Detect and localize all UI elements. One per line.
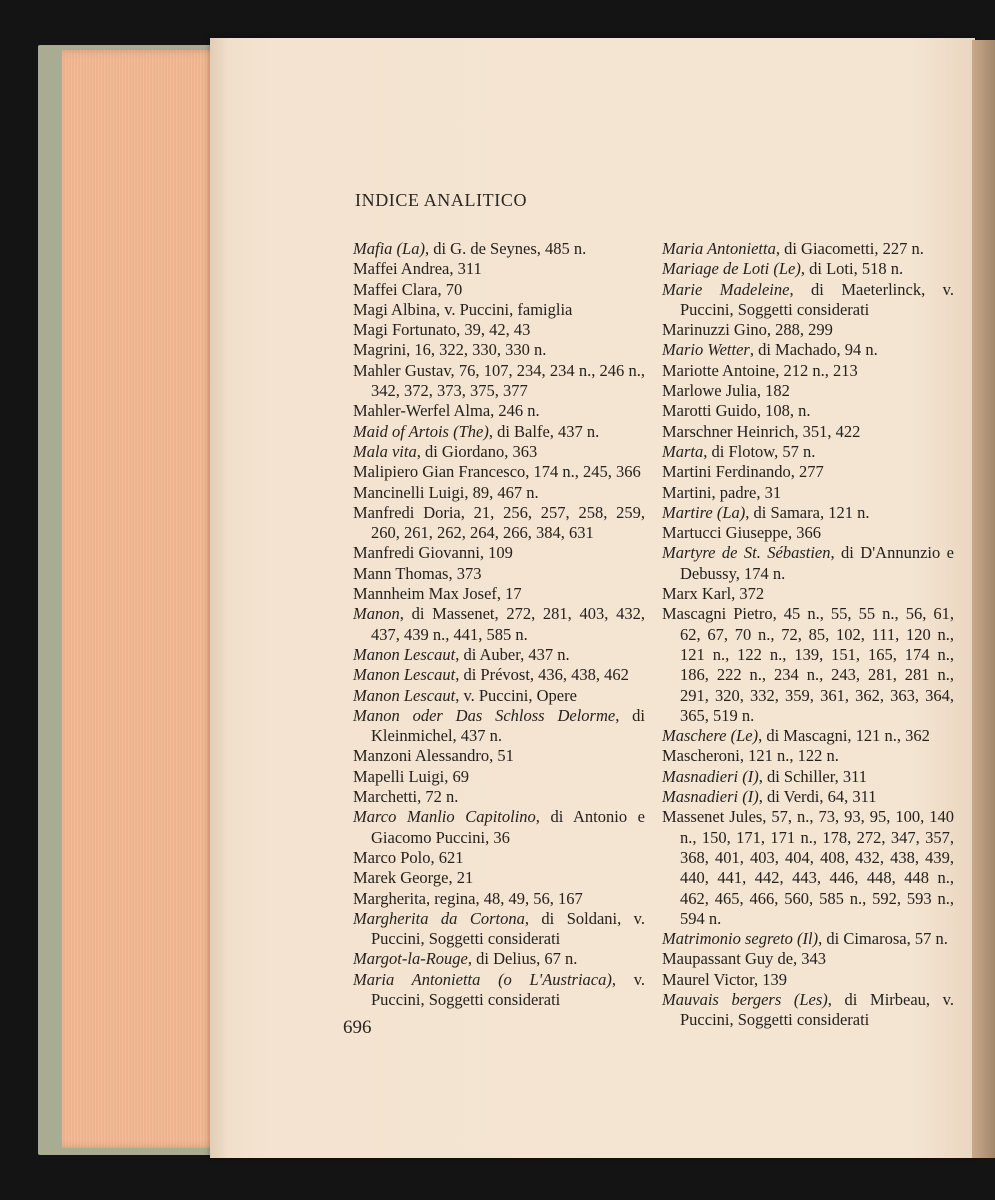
index-entry-text: , di Samara, 121 n. (745, 502, 870, 522)
index-entry-text: Marco Polo, 621 (353, 847, 464, 867)
index-entry-text: , di Cimarosa, 57 n. (818, 929, 948, 949)
index-entry-text: Marschner Heinrich, 351, 422 (662, 421, 861, 441)
index-entry (662, 746, 954, 766)
index-entry-text: Mannheim Max Josef, 17 (353, 584, 522, 604)
index-entry (662, 462, 954, 482)
index-entry-text: , di Delius, 67 n. (467, 949, 578, 969)
index-entry-text: , di D'Annunzio e Debussy, 174 n. (680, 543, 954, 583)
book-gutter (972, 40, 995, 1158)
index-column-left (353, 239, 645, 1010)
index-entry (662, 259, 954, 279)
index-entry-text: , di Soldani, v. Puccini, Soggetti considerati (371, 908, 645, 949)
index-entry (353, 909, 645, 950)
index-entry-text: Massenet Jules, 57, n., 73, 93, 95, 100, 140 n., 150, 171, 171 n., 178, 272, 347, 357, 368, 401, 403, 404, 408, 432, 438, 439, 440, 441, 442, 443, 446, 448, 448 n., 462, 465, 466, 560, 585 n., 592, 593 n., 594 n. (662, 807, 954, 928)
index-entry-text: Martucci Giuseppe, 366 (662, 523, 821, 543)
index-entry (353, 442, 645, 462)
index-entry (662, 970, 954, 990)
index-entry-text: Maupassant Guy de, 343 (662, 949, 827, 969)
index-entry-text: , di Prévost, 436, 438, 462 (455, 665, 629, 685)
index-entry (353, 320, 645, 340)
index-entry (353, 848, 645, 868)
index-entry-title: Margot-la-Rouge (353, 949, 468, 969)
index-entry-text: , di Giacometti, 227 n. (775, 239, 924, 258)
index-entry-text: , di Mascagni, 121 n., 362 (758, 726, 930, 746)
index-column-right (662, 239, 954, 1031)
index-entry (662, 523, 954, 543)
index-entry-text: Mapelli Luigi, 69 (353, 766, 469, 786)
index-entry (353, 645, 645, 665)
index-entry (662, 787, 954, 807)
index-entry (662, 929, 954, 949)
index-entry (353, 665, 645, 685)
index-entry-text: Marx Karl, 372 (662, 584, 765, 604)
index-entry (353, 422, 645, 442)
index-entry-title: Marie Madeleine (662, 279, 790, 299)
index-entry-title: Manon oder Das Schloss Delorme (353, 705, 616, 725)
index-entry-text: Maurel Victor, 139 (662, 969, 787, 989)
index-entry (662, 320, 954, 340)
index-entry (353, 462, 645, 482)
index-entry-title: Martire (La) (662, 502, 746, 522)
index-entry (662, 442, 954, 462)
index-entry (662, 990, 954, 1031)
running-header: INDICE ANALITICO (355, 190, 528, 210)
index-entry-text: Marchetti, 72 n. (353, 787, 459, 807)
index-entry (353, 300, 645, 320)
index-entry-text: Marotti Guido, 108, n. (662, 401, 811, 421)
index-entry (353, 787, 645, 807)
index-entry-title: Marco Manlio Capitolino (353, 807, 536, 827)
index-entry-title: Martyre de St. Sébastien (662, 543, 831, 563)
index-entry (353, 889, 645, 909)
index-entry-text: , di Verdi, 64, 311 (758, 787, 877, 807)
index-entry (662, 401, 954, 421)
index-entry (353, 970, 645, 1011)
index-entry (662, 543, 954, 584)
index-entry-text: , di Machado, 94 n. (749, 340, 878, 360)
index-entry (353, 706, 645, 747)
index-entry-text: Mancinelli Luigi, 89, 467 n. (353, 482, 539, 502)
index-entry-title: Mala vita (353, 441, 417, 461)
index-entry-text: Mascheroni, 121 n., 122 n. (662, 746, 839, 766)
index-entry-title: Manon Lescaut (353, 665, 456, 685)
index-entry (353, 564, 645, 584)
index-entry-text: Magi Fortunato, 39, 42, 43 (353, 320, 531, 340)
index-entry-title: Maria Antonietta (662, 239, 776, 258)
index-entry-title: Mariage de Loti (Le) (662, 259, 801, 279)
index-entry-text: Margherita, regina, 48, 49, 56, 167 (353, 888, 583, 908)
index-entry (662, 767, 954, 787)
index-entry (662, 807, 954, 929)
index-entry-text: Maffei Clara, 70 (353, 279, 463, 299)
index-entry-text: , di Mirbeau, v. Puccini, Soggetti considerati (680, 989, 954, 1030)
index-entry-title: Maria Antonietta (o L'Austriaca) (353, 969, 612, 989)
index-entry-title: Maid of Artois (The) (353, 421, 489, 441)
index-entry-text: Manfredi Giovanni, 109 (353, 543, 513, 563)
index-entry-text: Magrini, 16, 322, 330, 330 n. (353, 340, 547, 360)
index-entry (662, 483, 954, 503)
index-entry-text: , di Balfe, 437 n. (488, 421, 600, 441)
index-entry (353, 503, 645, 544)
index-entry-text: Mahler Gustav, 76, 107, 234, 234 n., 246 n., 342, 372, 373, 375, 377 (353, 360, 645, 401)
index-entry-title: Manon Lescaut (353, 685, 456, 705)
index-entry (353, 949, 645, 969)
index-entry-text: Marlowe Julia, 182 (662, 381, 790, 401)
index-entry-text: , v. Puccini, Opere (455, 685, 577, 705)
index-entry-text: Manfredi Doria, 21, 256, 257, 258, 259, 260, 261, 262, 264, 266, 384, 631 (353, 502, 645, 543)
index-entry-text: , di Maeterlinck, v. Puccini, Soggetti considerati (680, 279, 954, 319)
index-entry (353, 401, 645, 421)
page-edges (62, 50, 222, 1148)
index-entry-text: Martini Ferdinando, 277 (662, 462, 824, 482)
index-entry (662, 726, 954, 746)
page-number: 696 (343, 1017, 372, 1038)
index-entry-text: Manzoni Alessandro, 51 (353, 746, 514, 766)
index-entry (662, 340, 954, 360)
index-entry-title: Manon Lescaut (353, 644, 456, 664)
index-entry-text: , di Auber, 437 n. (455, 644, 570, 664)
index-entry (353, 361, 645, 402)
index-entry (662, 584, 954, 604)
index-entry (353, 259, 645, 279)
index-entry-title: Masnadieri (I) (662, 787, 759, 807)
index-entry-title: Mauvais bergers (Les) (662, 989, 828, 1009)
index-entry (353, 807, 645, 848)
index-entry-text: Marinuzzi Gino, 288, 299 (662, 320, 833, 340)
index-entry (353, 543, 645, 563)
index-entry (662, 422, 954, 442)
index-entry (662, 361, 954, 381)
index-entry (662, 381, 954, 401)
index-entry (353, 868, 645, 888)
index-entry-text: , di Antonio e Giacomo Puccini, 36 (371, 807, 645, 847)
index-entry (353, 340, 645, 360)
index-entry-title: Matrimonio segreto (Il) (662, 929, 819, 949)
index-entry-title: Manon (353, 604, 400, 624)
index-entry (662, 604, 954, 726)
index-entry (662, 949, 954, 969)
index-entry-text: Mariotte Antoine, 212 n., 213 (662, 360, 858, 380)
index-entry (353, 686, 645, 706)
index-entry-text: , v. Puccini, Soggetti considerati (371, 969, 645, 1009)
index-entry (353, 584, 645, 604)
index-entry-text: Mann Thomas, 373 (353, 563, 482, 583)
index-entry (662, 280, 954, 321)
index-entry-text: , di Flotow, 57 n. (703, 441, 816, 461)
index-entry (662, 239, 954, 259)
index-entry-text: , di Kleinmichel, 437 n. (371, 705, 645, 746)
index-entry-title: Margherita da Cortona (353, 908, 525, 928)
index-entry (353, 746, 645, 766)
index-entry (353, 280, 645, 300)
index-entry-title: Marta (662, 441, 704, 461)
index-entry-text: Maffei Andrea, 311 (353, 259, 482, 279)
index-entry-text: Malipiero Gian Francesco, 174 n., 245, 366 (353, 462, 641, 482)
index-entry-text: Martini, padre, 31 (662, 482, 782, 502)
index-entry-text: Mascagni Pietro, 45 n., 55, 55 n., 56, 61, 62, 67, 70 n., 72, 85, 102, 111, 120 n., 121 n., 122 n., 139, 151, 165, 174 n., 186, 222 n., 234 n., 243, 281, 281 n., 291, 320, 332, 359, 361, 362, 363, 364, 365, 519 n. (662, 604, 954, 725)
index-entry-text: , di Massenet, 272, 281, 403, 432, 437, 439 n., 441, 585 n. (371, 604, 645, 644)
index-entry-title: Mario Wetter (662, 340, 750, 360)
index-entry-text: Marek George, 21 (353, 868, 474, 888)
index-entry (353, 239, 645, 259)
index-entry-text: , di Loti, 518 n. (800, 259, 904, 279)
index-entry (662, 503, 954, 523)
index-entry-text: Mahler-Werfel Alma, 246 n. (353, 401, 540, 421)
index-entry-text: Magi Albina, v. Puccini, famiglia (353, 299, 573, 319)
index-entry-text: , di Schiller, 311 (758, 766, 867, 786)
index-entry-text: , di Giordano, 363 (416, 441, 538, 461)
index-entry (353, 767, 645, 787)
index-entry-title: Masnadieri (I) (662, 766, 759, 786)
index-entry (353, 483, 645, 503)
index-entry-title: Maschere (Le) (662, 726, 759, 746)
index-entry-text: , di G. de Seynes, 485 n. (424, 239, 587, 258)
index-entry-title: Mafia (La) (353, 239, 425, 258)
index-entry (353, 604, 645, 645)
